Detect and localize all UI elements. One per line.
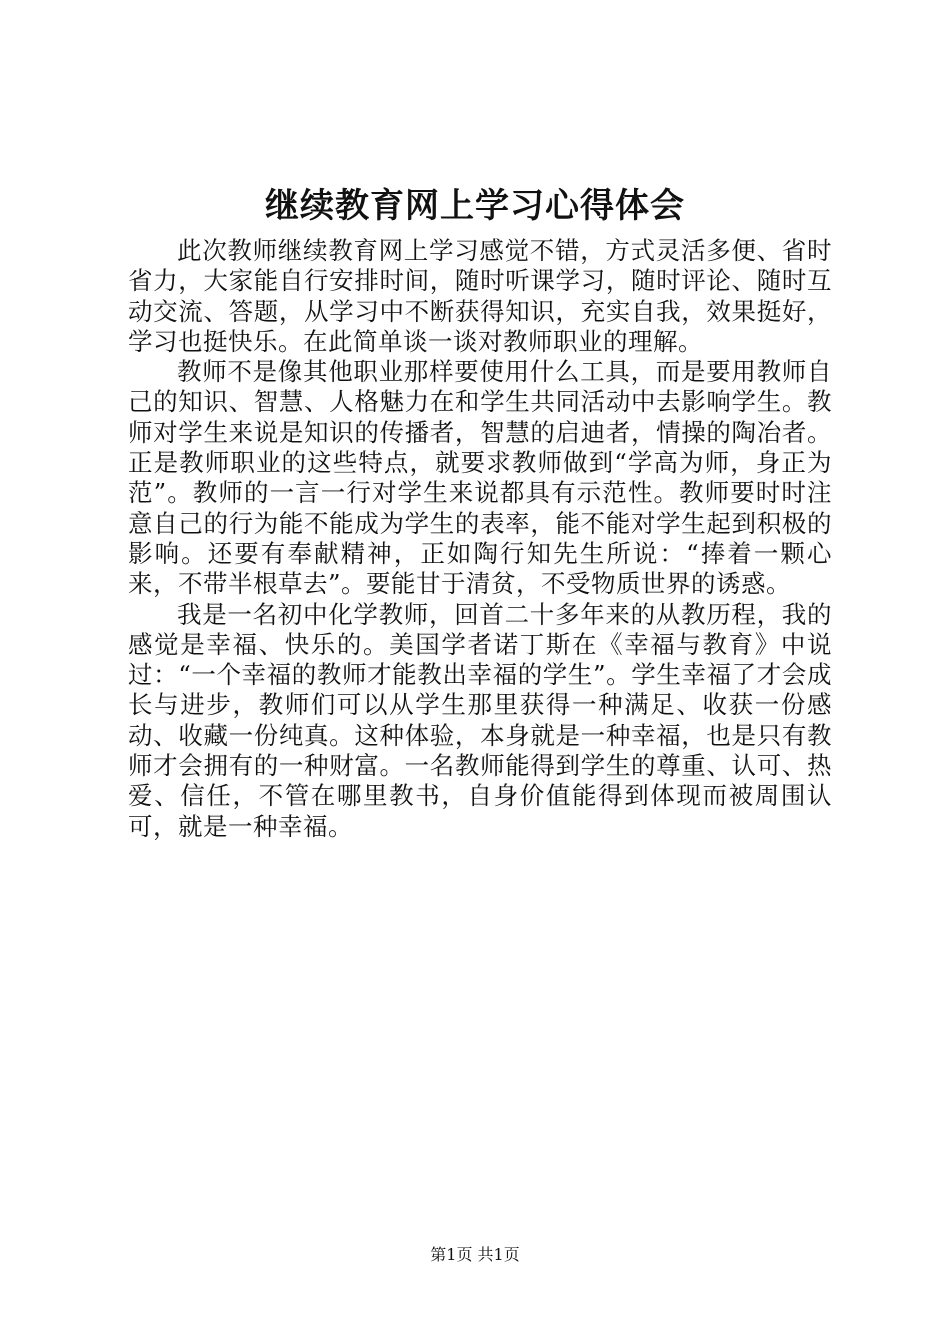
paragraph-1: 此次教师继续教育网上学习感觉不错，方式灵活多便、省时省力，大家能自行安排时间，随时听课学习，随时评论、随时互动交流、答题，从学习中不断获得知识，充实自我，效果挺好，学习也挺快乐。在此简单谈一谈对教师职业的理解。 bbox=[128, 236, 832, 356]
page-footer: 第1页 共1页 bbox=[430, 1245, 520, 1264]
document-title: 继续教育网上学习心得体会 bbox=[265, 186, 685, 226]
paragraph-2: 教师不是像其他职业那样要使用什么工具，而是要用教师自己的知识、智慧、人格魅力在和学生共同活动中去影响学生。教师对学生来说是知识的传播者，智慧的启迪者，情操的陶冶者。正是教师职业的这些特点，就要求教师做到“学高为师，身正为范”。教师的一言一行对学生来说都具有示范性。教师要时时注意自己的行为能不能成为学生的表率，能不能对学生起到积极的影响。还要有奉献精神，正如陶行知先生所说：“捧着一颗心来，不带半根草去”。要能甘于清贫，不受物质世界的诱惑。 bbox=[128, 357, 832, 599]
document-body bbox=[128, 236, 832, 842]
paragraph-3: 我是一名初中化学教师，回首二十多年来的从教历程，我的感觉是幸福、快乐的。美国学者诺丁斯在《幸福与教育》中说过：“一个幸福的教师才能教出幸福的学生”。学生幸福了才会成长与进步，教师们可以从学生那里获得一种满足、收获一份感动、收藏一份纯真。这种体验，本身就是一种幸福，也是只有教师才会拥有的一种财富。一名教师能得到学生的尊重、认可、热爱、信任，不管在哪里教书，自身价值能得到体现而被周围认可，就是一种幸福。 bbox=[128, 599, 832, 841]
